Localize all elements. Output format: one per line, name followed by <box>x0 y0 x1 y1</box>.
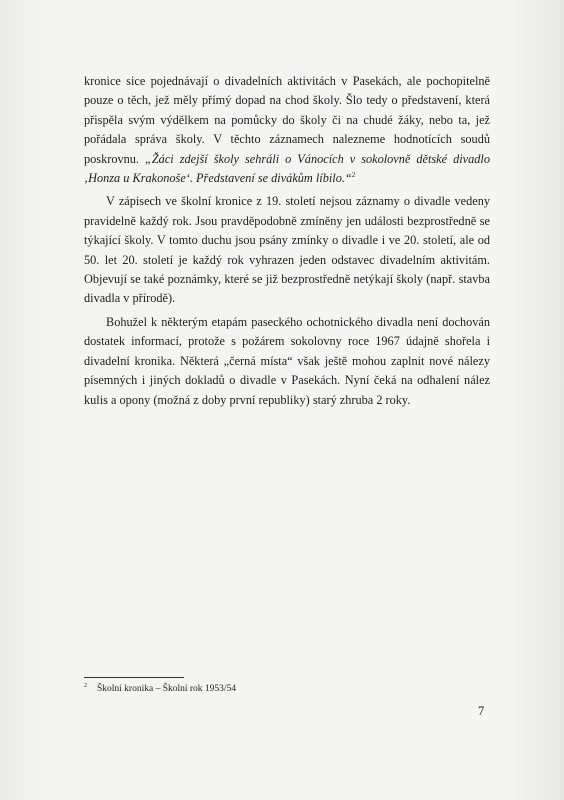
paragraph-1-quote: „Žáci zdejší školy sehráli o Vánocích v sokolovně dětské divadlo ‚Honza u Krakonoše‘. Představení se divákům líbilo.“ <box>84 151 490 186</box>
paragraph-1-text: kronice sice pojednávají o divadelních aktivitách v Pasekách, ale pochopitelně pouze o těch, jež měly přímý dopad na chod školy. Šlo tedy o představení, která přispěla svým výdělkem na pomůcky do školy či na chudé žáky, nebo ta, jež pořádala správa školy. V těchto záznamech nalezneme hodnotících soudů poskrovnu. <box>84 74 490 166</box>
body-text <box>84 72 490 410</box>
footnote-divider <box>84 677 184 678</box>
paragraph-2 <box>84 192 490 308</box>
paragraph-3 <box>84 313 490 410</box>
footnote-number: 2 <box>84 683 87 689</box>
paragraph-1 <box>84 72 490 188</box>
paragraph-3-text: Bohužel k některým etapám paseckého ochotnického divadla není dochován dostatek informací, protože s požárem sokolovny roce 1967 údajně shořela i divadelní kronika. Některá „černá místa“ však ještě mohou zaplnit nové nálezy písemných i jiných dokladů o divadle v Pasekách. Nyní čeká na odhalení nález kulis a opony (možná z doby první republiky) starý zhruba 2 roky. <box>84 314 490 407</box>
footnote <box>84 683 490 694</box>
footnote-reference: 2 <box>351 171 356 180</box>
footnote-text: Školní kronika – Školní rok 1953/54 <box>97 684 237 694</box>
paragraph-2-text: V zápisech ve školní kronice z 19. století nejsou záznamy o divadle vedeny pravidelně každý rok. Jsou pravděpodobně zmíněny jen události bezprostředně se týkající školy. V tomto duchu jsou psány zmínky o divadle i ve 20. století, ale od 50. let 20. století je každý rok vyhrazen jeden odstavec divadelním aktivitám. Objevují se také poznámky, které se již bezprostředně netýkají školy (např. stavba divadla v přírodě). <box>84 194 490 306</box>
page-number: 7 <box>478 704 485 718</box>
